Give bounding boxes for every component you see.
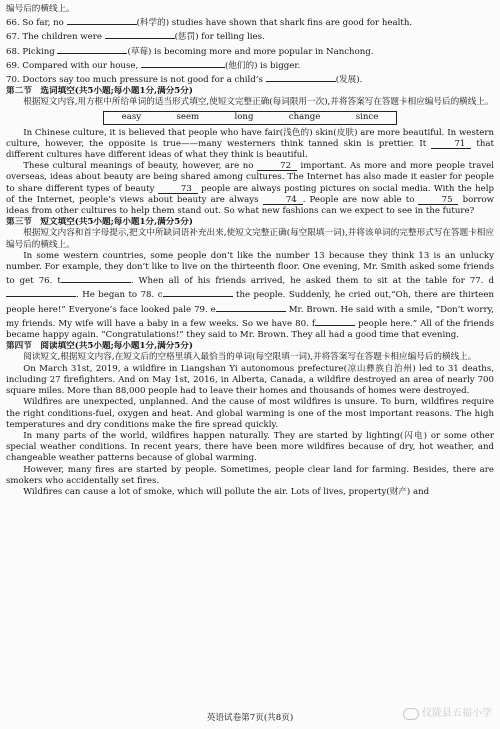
word-bank-item: change <box>288 112 321 123</box>
answer-blank-67 <box>105 29 175 39</box>
word-bank-item: since <box>355 112 379 123</box>
question-70: 70. Doctors say too much pressure is not good for a child’s (发展). <box>6 72 494 86</box>
section4-paragraph-1: On March 31st, 2019, a wildfire in Liangshan Yi autonomous prefecture(凉山彝族自治州) led to 31 deaths, including 27 firefighters. And on May 1st, 2016, in Alberta, Canada, a wildfire destroyed an area of nearly 700 square miles. More than 88,000 people had to leave their homes and thousands of homes were destroyed. <box>6 363 494 397</box>
answer-blank-75: 75 <box>418 195 458 205</box>
section2-title: 第二节 选词填空(共5小题;每小题1分,满分5分) <box>6 86 193 97</box>
watermark-text: 仪陇县五福小学 <box>422 708 492 720</box>
question-69: 69. Compared with our house, (他们的) is bigger. <box>6 58 494 72</box>
section4-paragraph-5: Wildfires can cause a lot of smoke, which will pollute the air. Lots of lives, property(财产) and <box>23 486 430 497</box>
answer-blank-80 <box>315 316 355 326</box>
word-bank-item: seem <box>176 112 200 123</box>
word-bank <box>103 111 397 125</box>
wechat-icon <box>403 708 419 720</box>
answer-blank-66 <box>67 15 137 25</box>
page-footer: 英语试卷第7页(共8页) <box>206 713 294 723</box>
section4-paragraph-2: Wildfires are unexpected, unplanned. And the cause of most wildfires is unsure. To burn, wildfires require the right conditions-fuel, oxygen and heat. And global warming is one of the most important reasons. The high temperatures and dry conditions make the fire spread quickly. <box>6 397 494 430</box>
exam-page <box>6 4 494 498</box>
answer-blank-71: 71 <box>431 139 471 149</box>
section4-paragraph-4: However, many fires are started by people. Sometimes, people clear land for farming. Besides, there are smokers who accidentally set fires. <box>6 464 494 486</box>
section4-instructions: 阅读短文,根据短文内容,在短文后的空格里填入最恰当的单词(每空限填一词),并将答案写在答题卡相应编号后的横线上。 <box>23 352 477 363</box>
answer-blank-69 <box>141 58 225 68</box>
section2-instructions: 根据短文内容,用方框中所给单词的适当形式填空,使短文完整正确(每词限用一次),并将答案写在答题卡相应编号后的横线上。 <box>23 97 494 108</box>
answer-blank-77 <box>6 287 76 297</box>
question-66: 66. So far, no (科学的) studies have shown that shark fins are good for health. <box>6 15 494 29</box>
section2-paragraph-1: In Chinese culture, it is believed that people who have fair(浅色的) skin(皮肤) are more beautiful. In western culture, however, the opposite is true——many westerners think tanned skin is prettier. It 71 that different cultures have different ideas of what they think is beautiful. <box>6 127 494 161</box>
section3-title: 第三节 短文填空(共5小题;每小题1分,满分5分) <box>6 217 193 228</box>
answer-blank-78 <box>163 287 233 297</box>
watermark <box>403 708 492 720</box>
answer-blank-70 <box>266 72 336 82</box>
section3-passage: In some western countries, some people don’t like the number 13 because they think 13 is an unlucky number. For example, they don’t like to live on the thirteenth floor. One evening, Mr. Smith asked some friends to get 76. t . When all of his friends arrived, he asked them to sit at the table for 77. d. He began to 78. c the people. Suddenly, he cried out,“Oh, there are thirteen people here!” Everyone’s face looked pale 79. e Mr. Brown. He said with a smile, “Don’t worry, my friends. My wife will have a baby in a few weeks. So we have 80. f people here.” All of the friends became happy again. “Congratulations!” they said to Mr. Brown. They all had a good time that evening. <box>6 250 495 341</box>
answer-blank-76 <box>61 273 131 283</box>
section4-title: 第四节 阅读填空(共5小题;每小题1分,满分5分) <box>6 341 193 352</box>
answer-blank-73: 73 <box>158 184 198 194</box>
section3-instructions: 根据短文内容和首字母提示,把文中所缺词语补充出来,使短文完整正确(每空限填一词),并将该单词的完整形式写在答题卡相应编号后的横线上。 <box>6 228 494 250</box>
answer-blank-74: 74 <box>263 195 303 205</box>
section2-paragraph-2: These cultural meanings of beauty, however, are no 72 important. As more and more people travel overseas, ideas about beauty are being shared among cultures. The Internet has also made it easier for people to share different types of beauty 73 people are always posting pictures on social media. With the help of the Internet, people’s views about beauty are always 74 . People are now able to 75 borrow ideas from other cultures to help them stand out. So what new fashions can we expect to see in the future? <box>6 161 495 217</box>
section4-paragraph-3: In many parts of the world, wildfires happen naturally. They are started by lighting(闪电) or some other special weather conditions. In recent years, there have been more wildfires because of dry, hot weather, and changeable weather patterns because of global warming. <box>6 430 494 464</box>
top-instruction-tail: 编号后的横线上。 <box>6 4 75 14</box>
answer-blank-79 <box>216 302 286 312</box>
question-67: 67. The children were (惩罚) for telling lies. <box>6 29 494 43</box>
answer-blank-72: 72 <box>257 161 297 171</box>
word-bank-item: long <box>234 112 254 123</box>
answer-blank-68 <box>57 44 127 54</box>
word-bank-item: easy <box>121 112 142 123</box>
question-68: 68. Picking (草莓) is becoming more and more popular in Nanchong. <box>6 44 494 58</box>
